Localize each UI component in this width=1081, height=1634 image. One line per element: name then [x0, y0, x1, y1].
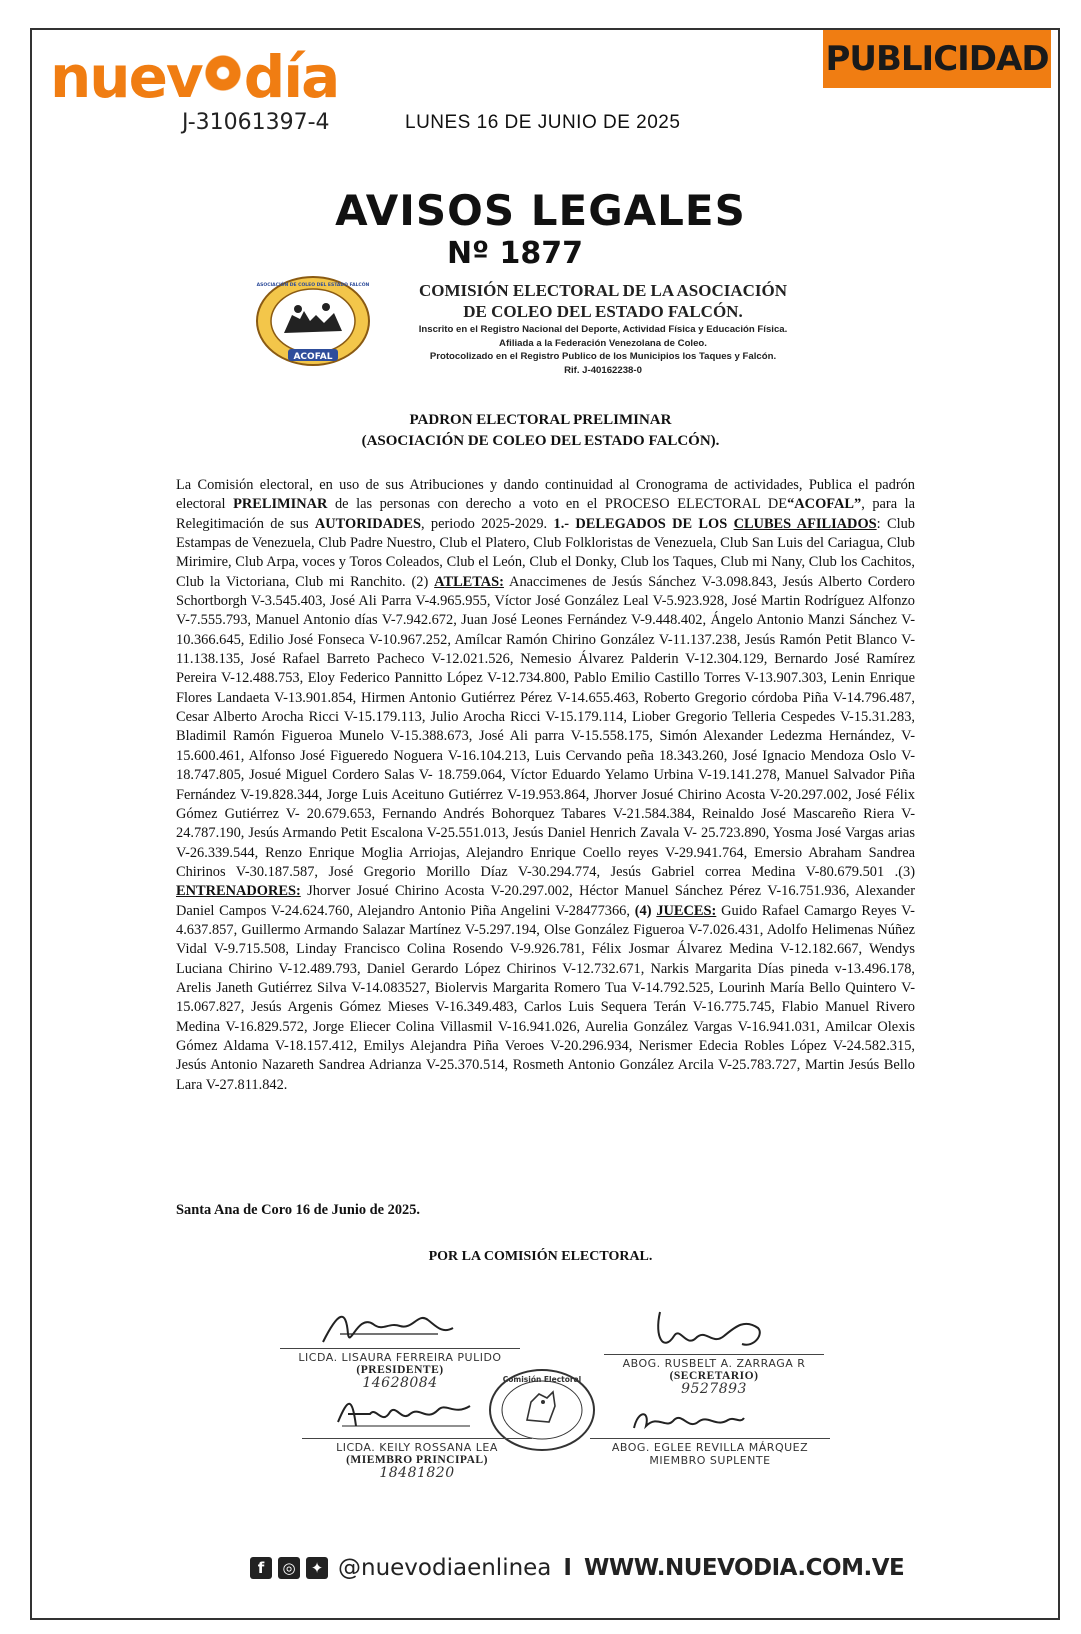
page-title: AVISOS LEGALES	[335, 186, 746, 235]
signature-president-name: LICDA. LISAURA FERREIRA PULIDO	[298, 1351, 502, 1364]
section-delegados-label: CLUBES AFILIADOS	[733, 515, 877, 532]
signature-line	[590, 1438, 830, 1439]
footer-separator: I	[563, 1555, 572, 1581]
body-preliminar: PRELIMINAR	[233, 496, 328, 513]
signature-alternate-role: MIEMBRO SUPLENTE	[649, 1454, 771, 1467]
signature-line	[604, 1354, 824, 1355]
body-intro-4: , periodo 2025-2029.	[420, 515, 554, 532]
document-title-line1: PADRON ELECTORAL PRELIMINAR	[409, 412, 672, 428]
instagram-icon[interactable]: ◎	[278, 1557, 300, 1579]
body-autoridades: AUTORIDADES	[314, 515, 421, 532]
facebook-icon[interactable]: f	[250, 1557, 272, 1579]
acofal-seal-icon	[254, 275, 372, 367]
organization-protocol: Protocolizado en el Registro Publico de los Municipios los Taques y Falcón.	[429, 351, 777, 363]
signature-secretary	[604, 1354, 824, 1396]
section-atletas-label: ATLETAS:	[434, 573, 504, 590]
body-acofal: “ACOFAL”	[787, 496, 862, 513]
signature-member	[302, 1438, 532, 1480]
place-date: Santa Ana de Coro 16 de Junio de 2025.	[176, 1202, 421, 1218]
section-entrenadores-text: Jhorver Josué Chirino Acosta V-20.297.002, Héctor Manuel Sánchez Pérez V-16.751.936, Alexander Daniel Campos V-24.624.760, Alejandro Antonio Piña Angelini V-28477366,	[176, 883, 915, 919]
signature-member-name: LICDA. KEILY ROSSANA LEA	[336, 1441, 498, 1454]
signature-president-icon	[318, 1304, 458, 1350]
section-tag: PUBLICIDAD	[823, 30, 1051, 88]
organization-affiliation: Afiliada a la Federación Venezolana de Coleo.	[499, 337, 707, 349]
signature-line	[302, 1438, 532, 1439]
signature-secretary-name: ABOG. RUSBELT A. ZARRAGA R	[622, 1357, 806, 1370]
signature-alternate	[590, 1438, 830, 1467]
organization-rif: Rif. J-40162238-0	[564, 364, 642, 376]
twitter-icon[interactable]: ✦	[306, 1557, 328, 1579]
notice-body	[176, 476, 915, 1095]
signature-member-id: 18481820	[379, 1465, 455, 1481]
document-title	[0, 410, 1081, 452]
organization-name-line1: COMISIÓN ELECTORAL DE LA ASOCIACIÓN	[418, 281, 788, 300]
publication-date: LUNES 16 DE JUNIO DE 2025	[405, 112, 681, 133]
sun-icon	[203, 53, 243, 93]
section-jueces-text: Guido Rafael Camargo Reyes V-4.637.857, Guillermo Armando Salazar Martínez V-5.297.194, Olse González Figueroa V-7.026.431, Adolfo Helimenas Núñez Vidal V-9.715.508, Linday Francisco Colina Rosendo V-9.926.781, Félix Josmar Álvarez Medina V-12.182.667, Wendys Luciana Chirino V-12.489.793, Daniel Gerardo López Chirinos V-12.732.671, Narkis Margarita Días pineda v-13.496.178, Arelis Janeth Gutiérrez Silva V-14.083527, Biolervis Margarita Romero Tua V-14.792.525, Lourinh María Bello Quintero V-15.067.827, Jesús Argenis Gómez Mieses V-16.349.483, Carlos Luis Sequera Terán V-16.775.745, Flabio Manuel Rivero Medina V-16.829.572, Jorge Eliecer Colina Villasmil V-16.941.026, Aurelia González Vargas V-16.941.031, Amilcar Olexis Gómez Aldama V-18.157.412, Emilys Alejandra Piña Veroes V-20.296.934, Nerismer Edecia Robles López V-24.582.315, Jesús Antonio Nazareth Sandrea Adrianza V-25.370.514, Rosmeth Antonio González Arcila V-25.783.727, Martin Jesús Bello Lara V-27.811.842.	[176, 902, 915, 1093]
section-delegados-number: 1.- DELEGADOS DE LOS	[553, 515, 734, 532]
signature-alternate-name: ABOG. EGLEE REVILLA MÁRQUEZ	[611, 1441, 809, 1454]
organization-details	[388, 323, 818, 377]
stamp-label: Comisión Electoral	[502, 1375, 582, 1384]
social-handle[interactable]: @nuevodiaenlinea	[338, 1555, 552, 1581]
notice-number: Nº 1877	[447, 236, 583, 271]
closing-line: POR LA COMISIÓN ELECTORAL.	[428, 1249, 653, 1264]
signature-alternate-icon	[628, 1404, 748, 1438]
signature-secretary-id: 9527893	[681, 1381, 747, 1397]
footer	[250, 1555, 904, 1581]
body-intro: La Comisión electoral, en uso de sus Atribuciones y dando continuidad al Cronograma de actividades, Publica el padrón electoral	[176, 477, 915, 513]
body-intro-2: de las personas con derecho a voto en el PROCESO ELECTORAL DE	[327, 496, 788, 513]
organization-name	[388, 280, 818, 322]
signature-member-role: (MIEMBRO PRINCIPAL)	[346, 1454, 488, 1466]
seal-ring-text: ASOCIACIÓN DE COLEO DEL ESTADO FALCÓN	[256, 283, 370, 288]
signature-secretary-role: (SECRETARIO)	[669, 1370, 759, 1382]
logo-text-suffix: día	[243, 43, 339, 111]
document-title-line2: (ASOCIACIÓN DE COLEO DEL ESTADO FALCÓN).	[361, 433, 720, 449]
organization-name-line2: DE COLEO DEL ESTADO FALCÓN.	[463, 302, 743, 321]
website-link[interactable]: WWW.NUEVODIA.COM.VE	[583, 1555, 905, 1581]
signature-line	[280, 1348, 520, 1349]
body-intro-3: , para la Relegitimación de sus	[176, 496, 915, 532]
section-jueces-number: (4)	[634, 902, 652, 919]
logo-text-prefix: nuev	[50, 43, 202, 111]
section-jueces-label: JUECES:	[656, 902, 717, 919]
newspaper-rif: J-31061397-4	[182, 110, 330, 135]
section-entrenadores-label: ENTRENADORES:	[176, 883, 301, 900]
signature-president-role: (PRESIDENTE)	[356, 1364, 444, 1376]
section-delegados-text: : Club Estampas de Venezuela, Club Padre Nuestro, Club el Platero, Club Folkloristas de Venezuela, Club San Luis del Cariagua, Club Mirimire, Club Arpa, voces y Toros Coleados, Club el León, Club el Donky, Club los Taques, Club mi Nany, Club los Cachitos, Club la Victoriana, Club mi Ranchito. (2)	[176, 515, 915, 590]
signature-member-icon	[330, 1392, 480, 1434]
section-atletas-text: Anaccimenes de Jesús Sánchez V-3.098.843, Jesús Alberto Cordero Schortborgh V-3.545.403, José Ali Parra V-4.965.955, Víctor José González Leal V-5.923.928, José Martin Rodríguez Alfonzo V-7.555.793, Manuel Antonio días V-7.942.672, Juan José Leones Fernández V-9.448.402, Ángelo Antonio Manzi Sánchez V-10.366.645, Edilio José Fonseca V-10.967.252, Amílcar Ramón Chirino González V-11.137.238, Jesús Ramón Petit Blanco V-11.138.135, José Rafael Barreto Pacheco V-12.021.526, Nemesio Álvarez Palderin V-12.304.129, Bernardo José Ramírez Pereira V-12.488.753, Eloy Federico Pannitto López V-12.734.800, Pablo Emilio Castillo Torres V-13.907.303, Lenin Enrique Flores Landaeta V-13.901.854, Hirmen Antonio Gutiérrez Pérez V-14.655.463, Roberto Gregorio córdoba Piña V-14.796.487, Cesar Alberto Arocha Ricci V-15.179.113, Julio Arocha Ricci V-15.179.114, Liober Gregorio Telleria Cespedes V-15.31.283, Bladimil Ramón Figueroa Munelo V-15.388.673, José Ali parra V-15.558.175, Simón Alexander Ledezma Hernández, V-15.600.461, Alfonso José Figueredo Noguera V-16.104.213, Luis Cervando peña 18.343.260, José Ignacio Mendoza Oslo V- 18.747.805, Josué Miguel Cordero Salas V- 18.759.064, Víctor Eduardo Yelamo Urbina V-19.141.278, Manuel Salvador Piña Fernández V-19.828.344, Jorge Luis Aceituno Gutiérrez V-19.953.864, Jhorver Josué Chirino Acosta V-20.297.002, José Félix Gómez Gutiérrez V- 20.679.653, Fernando Andrés Bohorquez Tabares V-21.584.384, Reinaldo José Mascareño Riera V-24.787.190, Jesús Armando Petit Escalona V-25.551.013, Jesús Daniel Henrich Zavala V- 25.723.890, Yosma José Vargas arias V-26.339.544, Renzo Enrique Moglia Arriojas, Alejandro Enrique Coello reyes V-29.941.764, Emersio Abraham Sandrea Chirinos V-30.187.587, José Gregorio Morillo Díaz V-30.294.774, Jesús Gabriel correa Medina V-80.679.501 .(3)	[176, 573, 915, 880]
organization-registry: Inscrito en el Registro Nacional del Deporte, Actividad Física y Educación Física.	[418, 324, 788, 335]
seal-label: ACOFAL	[293, 352, 333, 362]
signature-president-id: 14628084	[362, 1375, 438, 1391]
newspaper-logo	[50, 43, 339, 111]
signature-president	[280, 1348, 520, 1390]
signature-secretary-icon	[650, 1308, 770, 1356]
